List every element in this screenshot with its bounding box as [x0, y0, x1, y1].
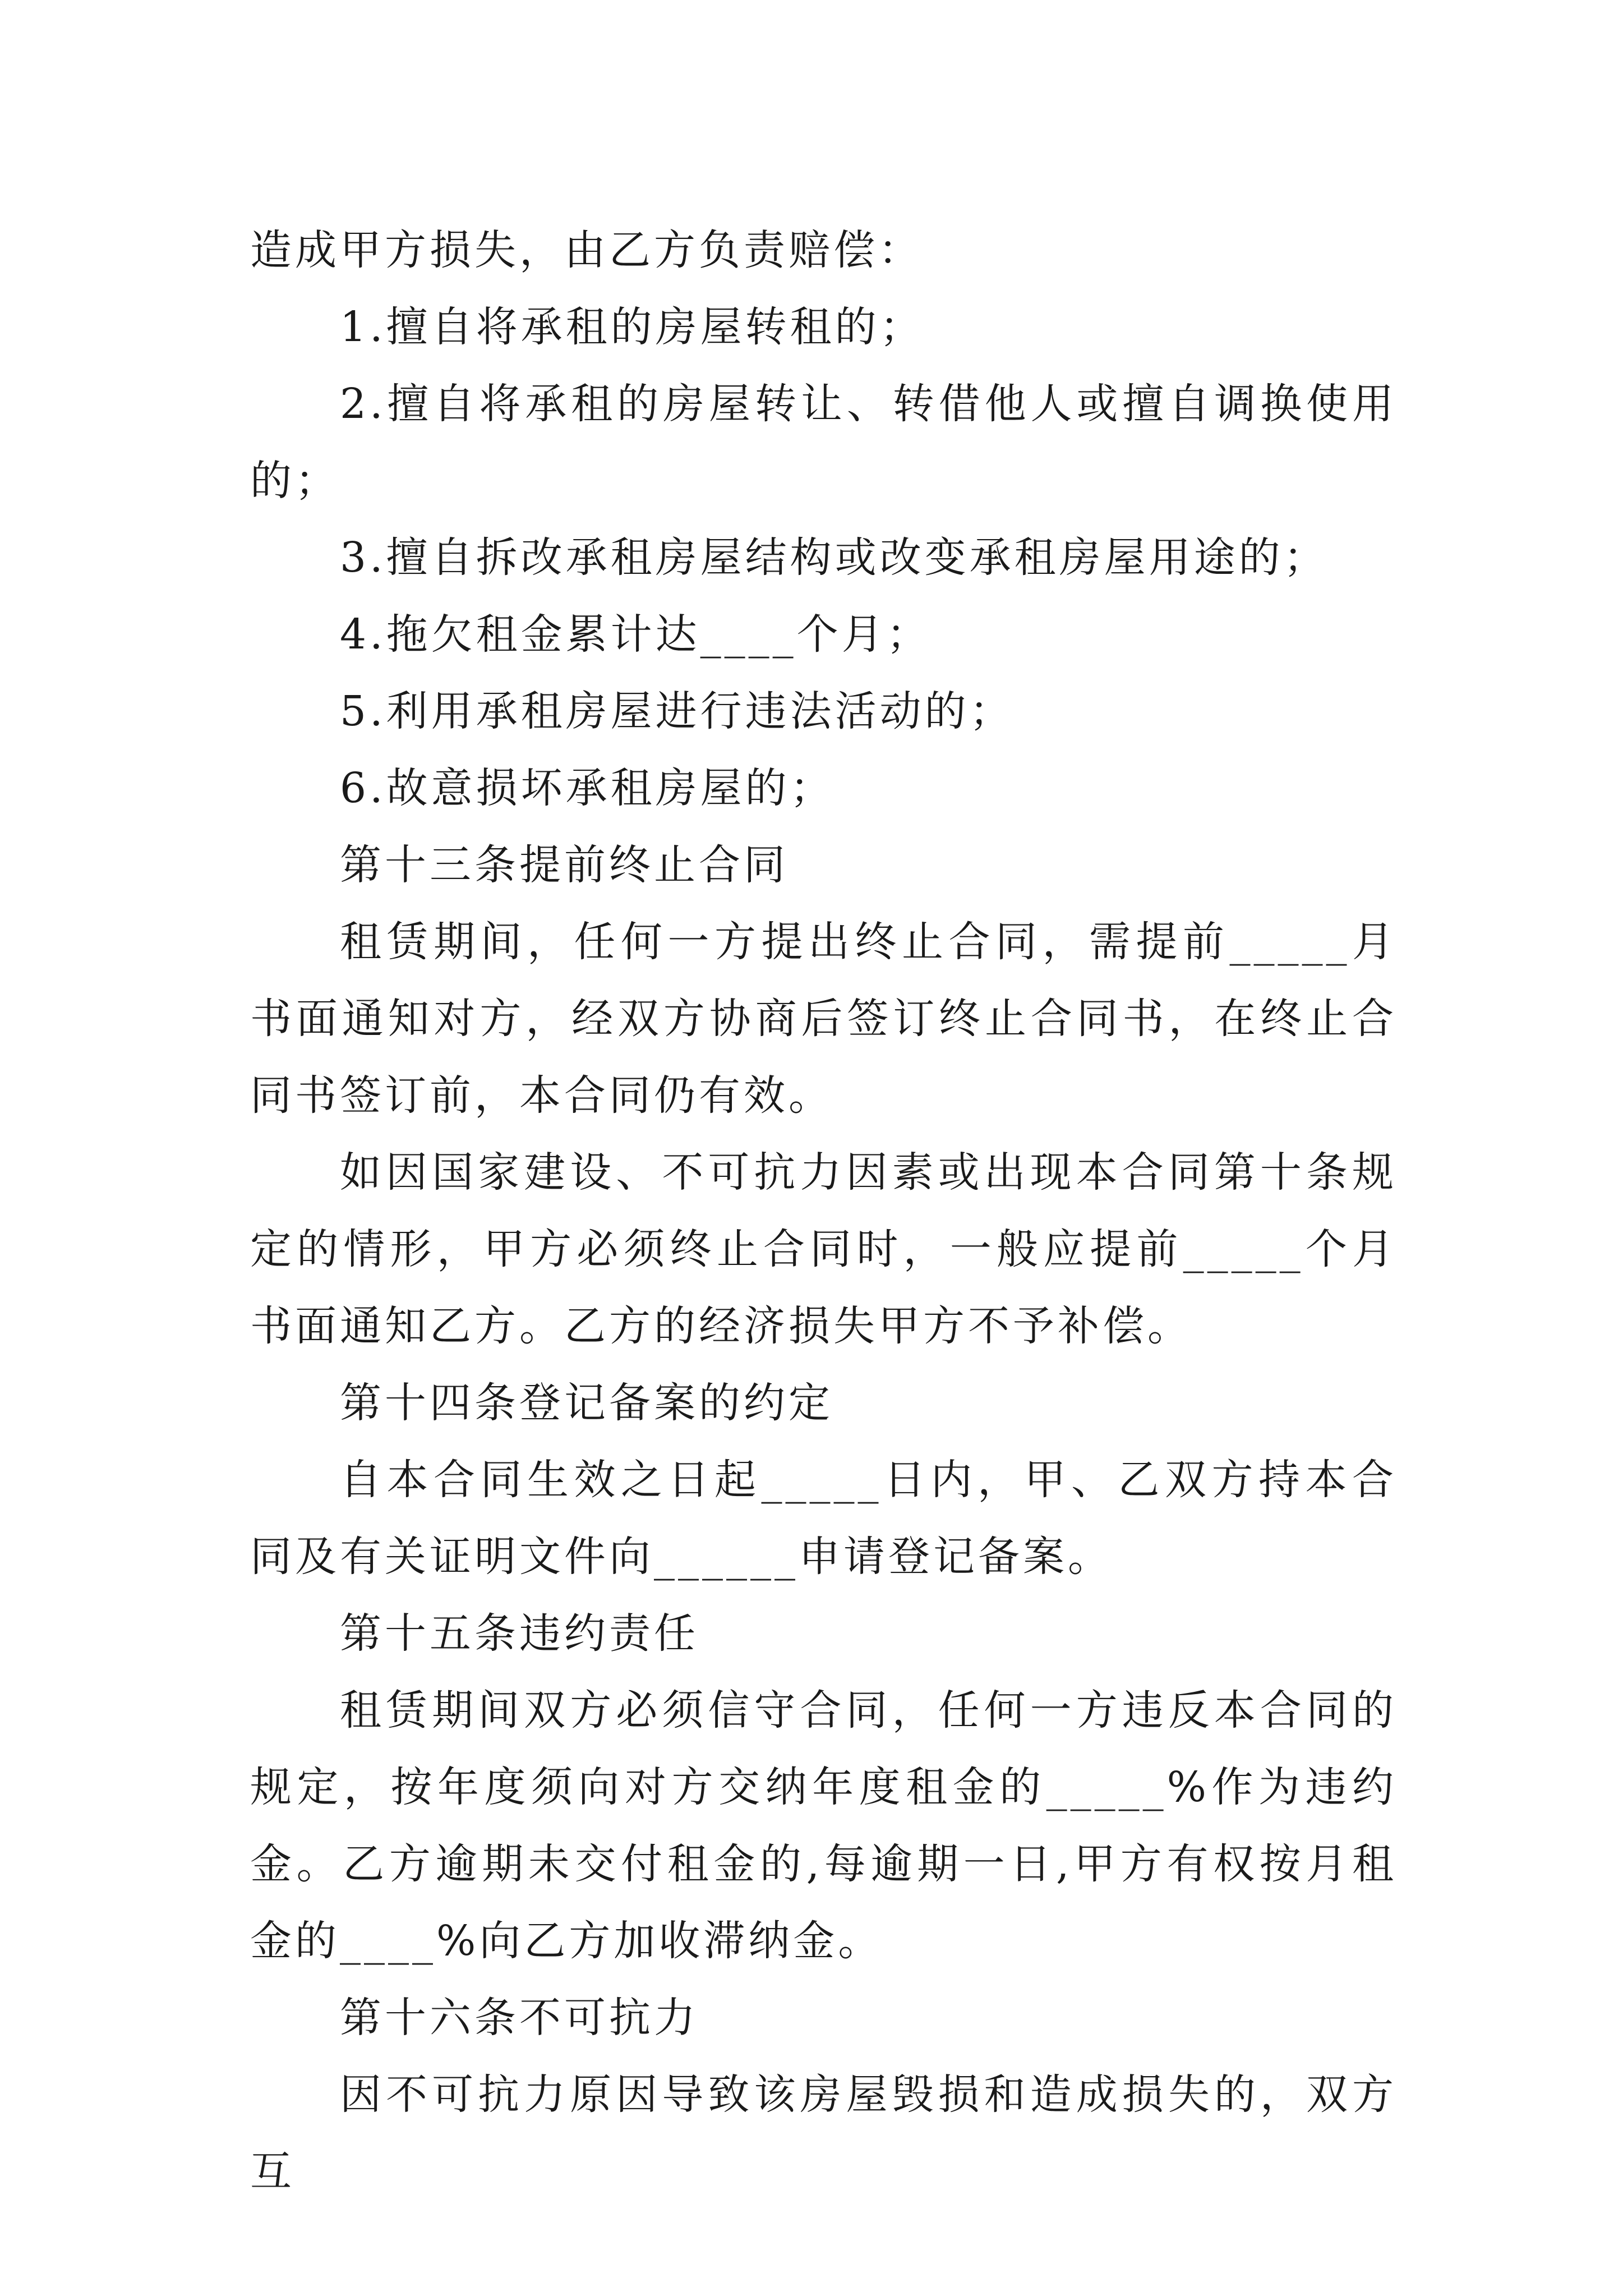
list-item-4: 4.拖欠租金累计达____个月；: [340, 610, 932, 659]
list-item-5: 5.利用承租房屋进行违法活动的；: [340, 687, 1015, 735]
list-item-2: 2.擅自将承租的房屋转让、转借他人或擅自调换使用的；: [250, 380, 1397, 505]
article-13-heading: 第十三条提前终止合同: [340, 841, 789, 889]
article-13-paragraph-1: 租赁期间，任何一方提出终止合同，需提前_____月书面通知对方，经双方协商后签订终止合同书，在终止合同书签订前，本合同仍有效。: [250, 918, 1397, 1120]
list-item-6: 6.故意损坏承租房屋的；: [340, 764, 835, 812]
document-body: [250, 212, 1397, 2210]
list-item-1: 1.擅自将承租的房屋转租的；: [340, 303, 925, 351]
article-14-heading: 第十四条登记备案的约定: [340, 1379, 833, 1427]
paragraph-intro: 造成甲方损失，由乙方负责赔偿：: [250, 226, 923, 274]
article-14-paragraph: 自本合同生效之日起_____日内，甲、乙双方持本合同及有关证明文件向______申请登记备案。: [250, 1456, 1397, 1581]
list-item-3: 3.擅自拆改承租房屋结构或改变承租房屋用途的；: [340, 533, 1329, 582]
article-16-paragraph: 因不可抗力原因导致该房屋毁损和造成损失的，双方互: [250, 2070, 1397, 2196]
article-13-paragraph-2: 如因国家建设、不可抗力因素或出现本合同第十条规定的情形，甲方必须终止合同时，一般应提前_____个月书面通知乙方。乙方的经济损失甲方不予补偿。: [250, 1148, 1397, 1350]
article-15-paragraph: 租赁期间双方必须信守合同，任何一方违反本合同的规定，按年度须向对方交纳年度租金的_____%作为违约金。乙方逾期未交付租金的,每逾期一日,甲方有权按月租金的____%向乙方加收滞纳金。: [250, 1686, 1397, 1965]
article-16-heading: 第十六条不可抗力: [340, 1994, 699, 2042]
article-15-heading: 第十五条违约责任: [340, 1609, 699, 1658]
